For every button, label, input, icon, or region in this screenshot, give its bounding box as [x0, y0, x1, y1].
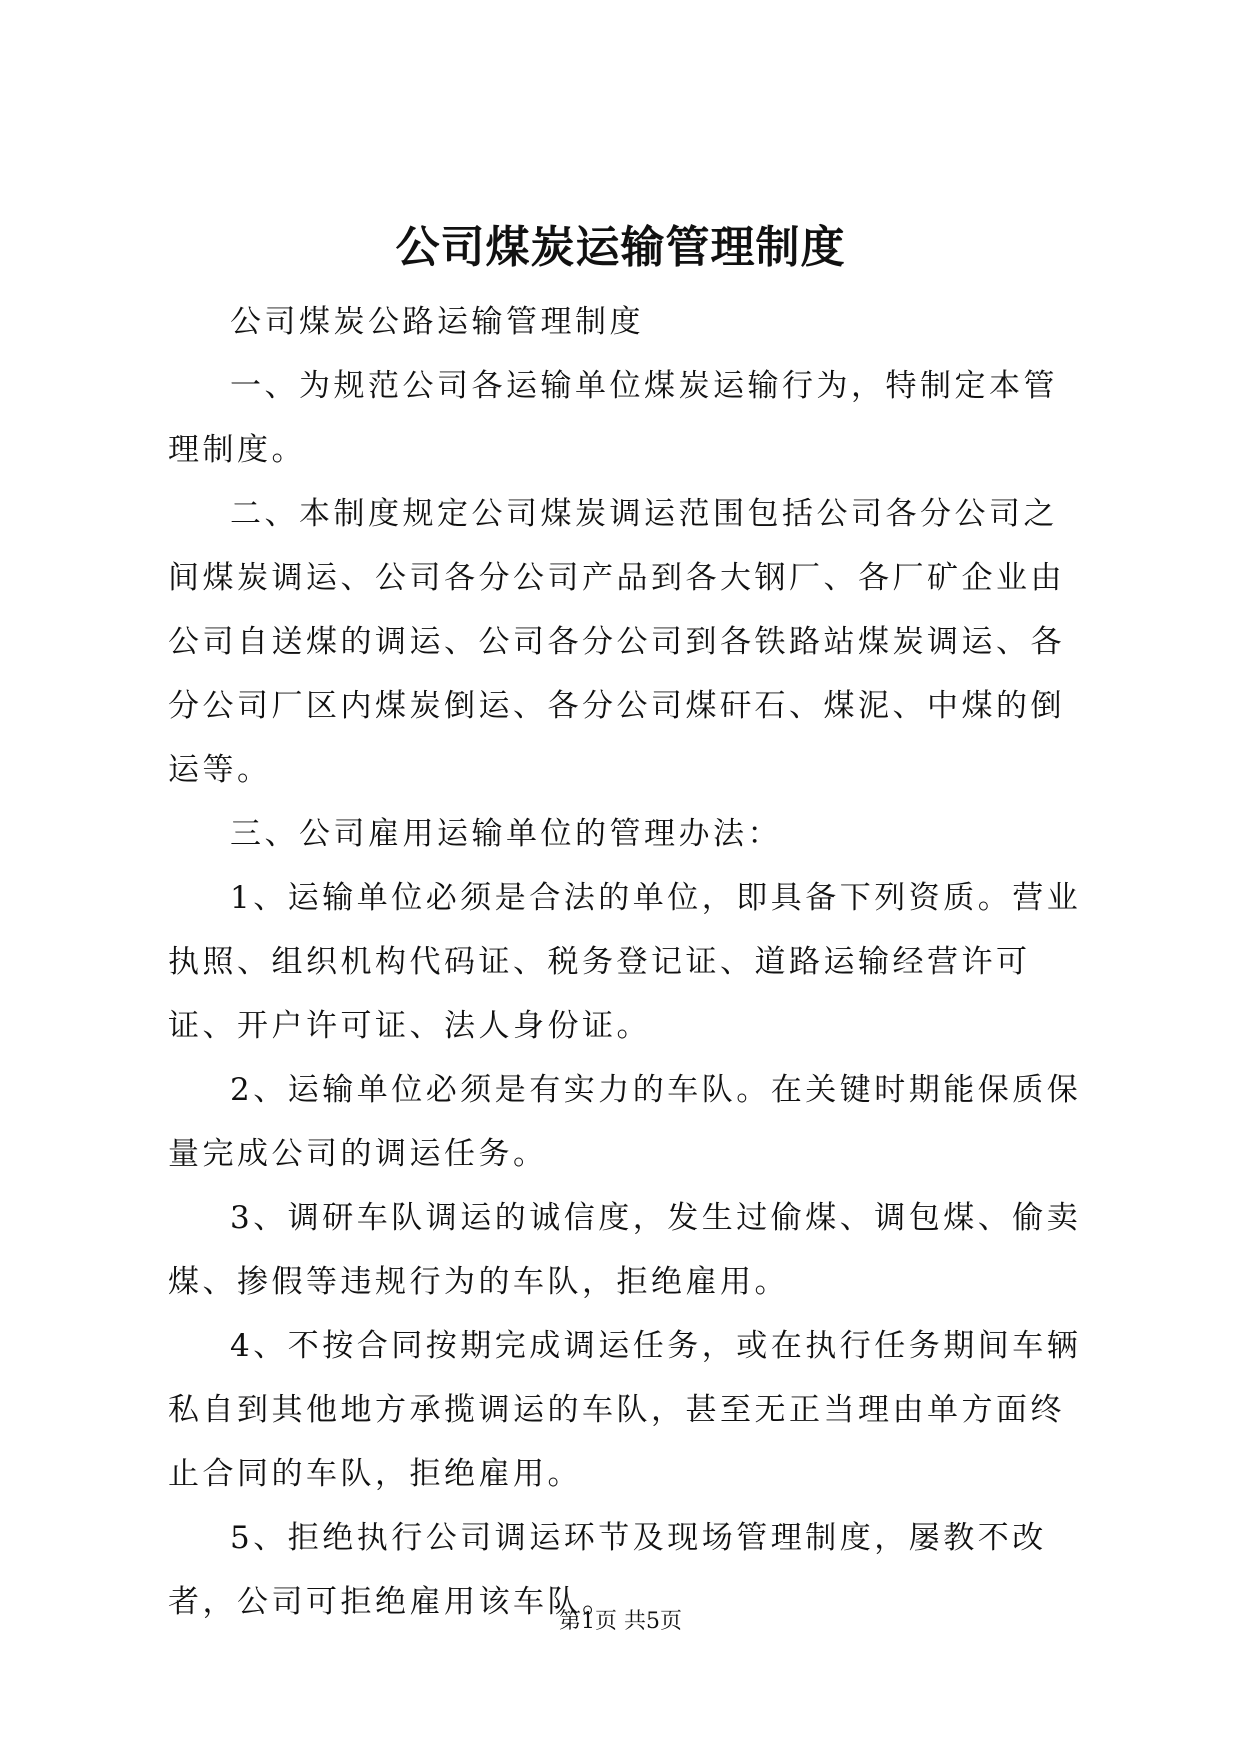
paragraph-item-1: 1、运输单位必须是合法的单位，即具备下列资质。营业执照、组织机构代码证、税务登记证、道路运输经营许可证、开户许可证、法人身份证。	[168, 880, 1082, 1044]
paragraph-item-5: 5、拒绝执行公司调运环节及现场管理制度，屡教不改者，公司可拒绝雇用该车队。	[168, 1520, 1047, 1620]
paragraph-subtitle: 公司煤炭公路运输管理制度	[230, 304, 644, 340]
paragraph-item-4: 4、不按合同按期完成调运任务，或在执行任务期间车辆私自到其他地方承揽调运的车队，甚至无正当理由单方面终止合同的车队，拒绝雇用。	[168, 1328, 1082, 1492]
paragraph-item-3: 3、调研车队调运的诚信度，发生过偷煤、调包煤、偷卖煤、掺假等违规行为的车队，拒绝雇用。	[168, 1200, 1082, 1300]
document-title: 公司煤炭运输管理制度	[395, 222, 846, 273]
page-footer: 第1页 共5页	[559, 1609, 682, 1634]
paragraph-section-2: 二、本制度规定公司煤炭调运范围包括公司各分公司之间煤炭调运、公司各分公司产品到各大钢厂、各厂矿企业由公司自送煤的调运、公司各分公司到各铁路站煤炭调运、各分公司厂区内煤炭倒运、各分公司煤矸石、煤泥、中煤的倒运等。	[168, 496, 1065, 788]
document-body	[168, 290, 1088, 1634]
paragraph-section-1: 一、为规范公司各运输单位煤炭运输行为，特制定本管理制度。	[168, 368, 1058, 468]
paragraph-item-2: 2、运输单位必须是有实力的车队。在关键时期能保质保量完成公司的调运任务。	[168, 1072, 1082, 1172]
paragraph-section-3: 三、公司雇用运输单位的管理办法：	[230, 816, 782, 852]
